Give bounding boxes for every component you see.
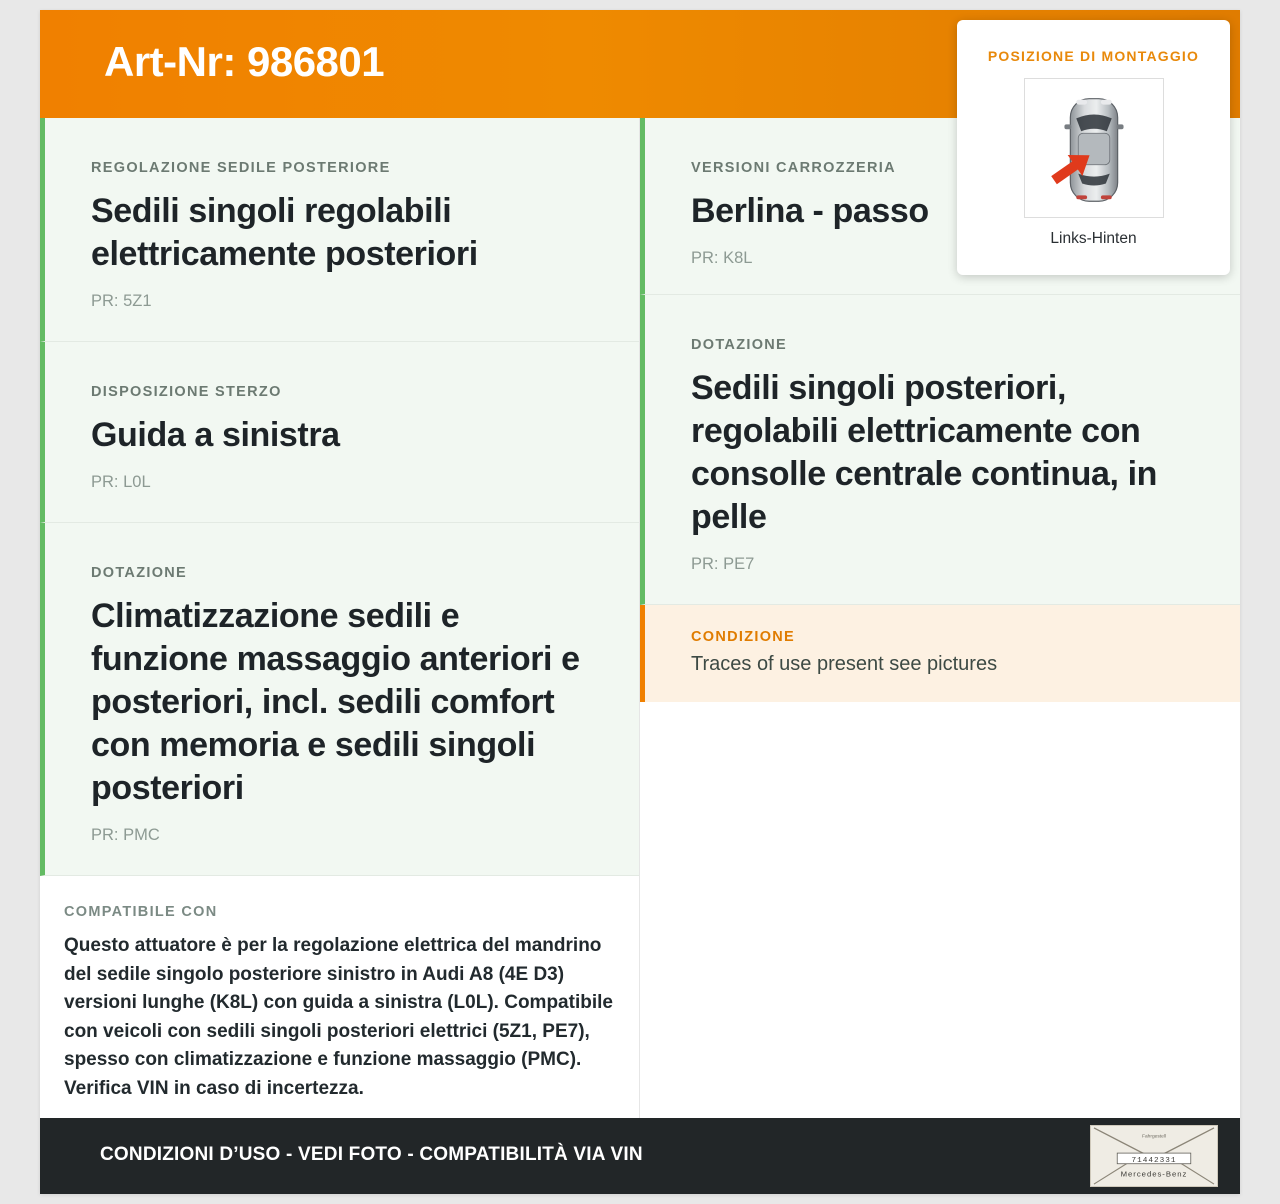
spec-value: Climatizzazione sedili e funzione massaggio anteriori e posteriori, incl. sedili comfort con memoria e sedili singoli posteriori	[91, 597, 580, 807]
spec-card	[40, 118, 639, 342]
spec-card	[640, 295, 1240, 605]
product-sheet	[40, 10, 1240, 1194]
car-top-view-icon	[1024, 78, 1164, 218]
spec-value: Sedili singoli regolabili elettricamente posteriori	[91, 192, 478, 273]
mounting-position-label: POSIZIONE DI MONTAGGIO	[987, 48, 1200, 64]
spec-label: DOTAZIONE	[91, 565, 188, 581]
spec-label: DISPOSIZIONE STERZO	[91, 384, 282, 400]
mounting-position-card	[957, 20, 1230, 275]
page-title: Art-Nr: 986801	[104, 38, 385, 85]
spec-card	[40, 342, 639, 523]
spec-pr-code: PR: PMC	[91, 826, 160, 844]
mounting-position-caption: Links-Hinten	[1050, 230, 1137, 247]
spec-pr-code: PR: L0L	[91, 473, 151, 491]
footer-text: CONDIZIONI D’USO - VEDI FOTO - COMPATIBILITÀ VIA VIN	[100, 1144, 643, 1165]
condition-label: CONDIZIONE	[691, 629, 796, 645]
spec-label: DOTAZIONE	[691, 337, 788, 353]
spec-value: Guida a sinistra	[91, 416, 340, 454]
svg-text:71442331: 71442331	[1131, 1156, 1177, 1165]
spec-pr-code: PR: PE7	[691, 555, 755, 573]
left-column	[40, 118, 640, 1126]
compatibility-card	[40, 876, 639, 1127]
condition-card	[640, 605, 1240, 702]
svg-text:Mercedes-Benz: Mercedes-Benz	[1120, 1169, 1188, 1179]
condition-text: Traces of use present see pictures	[691, 653, 998, 675]
footer-bar	[40, 1118, 1240, 1194]
svg-text:Fahrgestell: Fahrgestell	[1142, 1134, 1166, 1140]
compatibility-text: Questo attuatore è per la regolazione elettrica del mandrino del sedile singolo posteriore sinistro in Audi A8 (4E D3) versioni lunghe (K8L) con guida a sinistra (L0L). Compatibile con veicoli con sedili singoli posteriori elettrici (5Z1, PE7), spesso con climatizzazione e funzione massaggio (PMC). Verifica VIN in caso di incertezza.	[64, 935, 613, 1099]
spec-pr-code: PR: 5Z1	[91, 292, 152, 310]
spec-value: Berlina - passo	[691, 192, 929, 230]
spec-label: REGOLAZIONE SEDILE POSTERIORE	[91, 160, 391, 176]
spec-value: Sedili singoli posteriori, regolabili elettricamente con consolle centrale continua, in pelle	[691, 369, 1157, 536]
spec-label: VERSIONI CARROZZERIA	[691, 160, 896, 176]
mercedes-benz-stamp-icon	[1090, 1125, 1218, 1187]
spec-pr-code: PR: K8L	[691, 249, 753, 267]
compatibility-label: COMPATIBILE CON	[64, 904, 218, 920]
spec-card	[40, 523, 639, 876]
